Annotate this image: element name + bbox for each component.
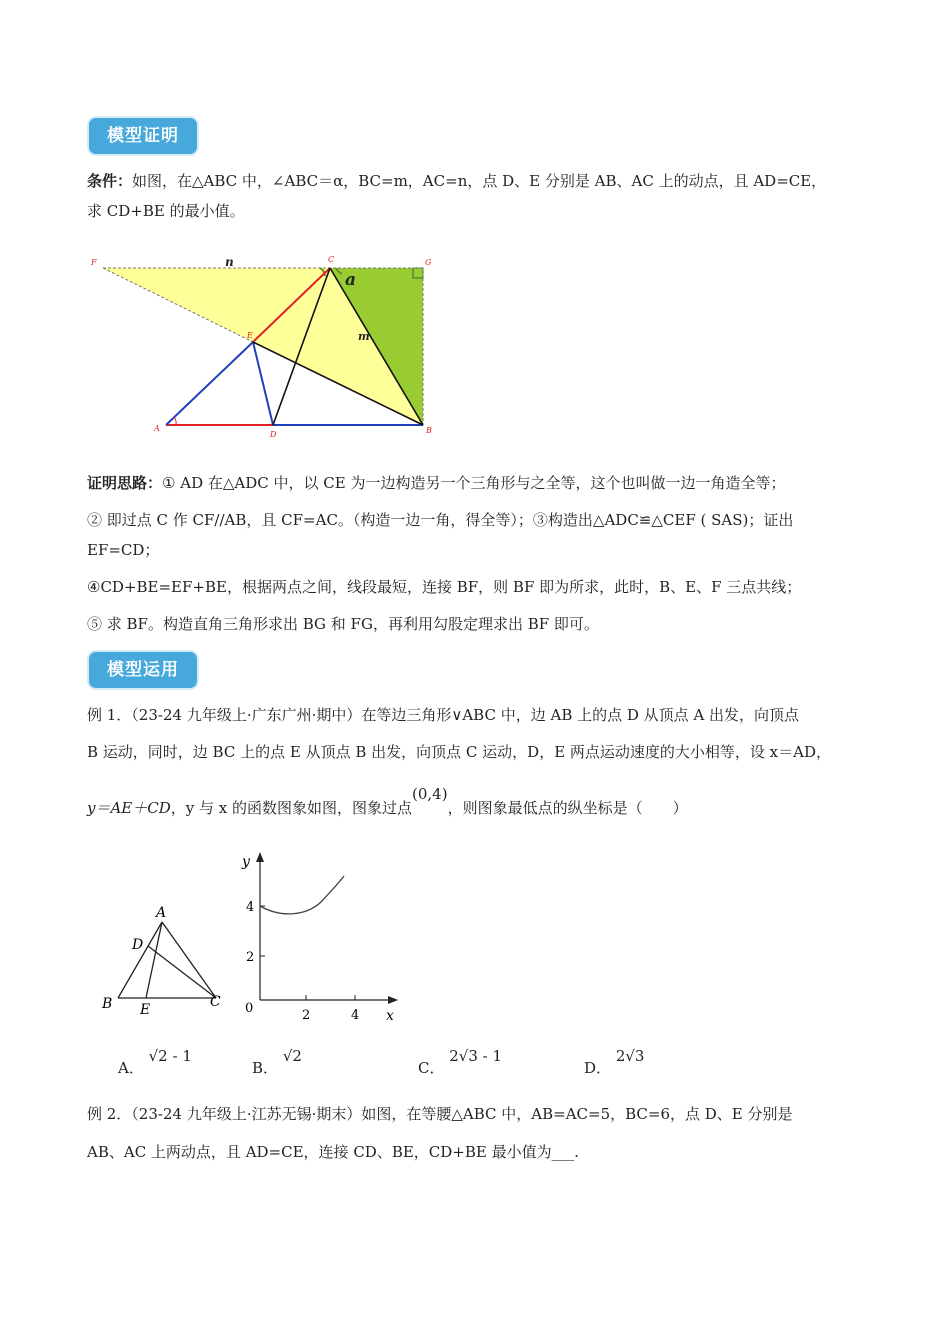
tri-label-A: A	[156, 905, 167, 921]
segment-AE	[166, 342, 253, 425]
proof-line-4: ④CD+BE=EF+BE，根据两点之间，线段最短，连接 BF，则 BF 即为所求，此时，B、E、F 三点共线；	[87, 578, 802, 596]
condition-text-1: 如图，在△ABC 中，∠ABC＝α，BC=m，AC=n，点 D、E 分别是 AB、AC 上的动点，且 AD=CE，	[132, 172, 827, 190]
formula-y: y＝AE＋CD	[87, 799, 171, 817]
x-axis-arrow	[388, 996, 398, 1004]
proof-line-2: ② 即过点 C 作 CF//AB，且 CF=AC。（构造一边一角，得全等）；③构造出△ADC≌△CEF ( SAS)；证出	[87, 511, 794, 529]
equilateral-triangle-figure	[98, 900, 228, 1020]
graph-tick-x4: 4	[351, 1008, 360, 1023]
label-C: C	[328, 255, 335, 264]
example2-line-2: AB、AC 上两动点，且 AD=CE，连接 CD、BE，CD+BE 最小值为___.	[87, 1143, 579, 1161]
section-badge-proof: 模型证明	[89, 118, 197, 154]
example2-line-1: 例 2．（23-24 九年级上·江苏无锡·期末）如图，在等腰△ABC 中，AB=AC=5，BC=6，点 D、E 分别是	[87, 1105, 793, 1123]
tri-label-B: B	[102, 996, 113, 1012]
example1-line-1: 例 1．（23-24 九年级上·广东广州·期中）在等边三角形∨ABC 中，边 AB 上的点 D 从顶点 A 出发，向顶点	[87, 706, 800, 724]
option-C-value: 2√3 - 1	[449, 1047, 503, 1065]
option-B-value: √2	[282, 1047, 302, 1065]
option-C-letter: C．	[418, 1059, 445, 1077]
label-m: m	[358, 330, 370, 343]
option-D-value: 2√3	[615, 1047, 645, 1065]
example1-line-3	[87, 785, 688, 819]
tri-label-E: E	[140, 1002, 151, 1018]
option-D[interactable]	[584, 1047, 645, 1078]
label-n: n	[225, 255, 234, 269]
option-C[interactable]	[418, 1047, 503, 1078]
option-A-value: √2 - 1	[148, 1047, 192, 1065]
side-AC	[162, 922, 216, 998]
function-graph	[236, 850, 406, 1026]
side-AB	[118, 922, 162, 998]
graph-origin: 0	[245, 1001, 254, 1016]
segment-AE	[146, 922, 162, 998]
proof-line-5: ⑤ 求 BF。构造直角三角形求出 BG 和 FG，再利用勾股定理求出 BF 即可。	[87, 615, 599, 633]
graph-tick-4: 4	[246, 900, 255, 915]
option-A[interactable]	[118, 1047, 192, 1078]
condition-label: 条件：	[87, 172, 133, 190]
y-axis-arrow	[256, 852, 264, 862]
proof-line-1	[87, 472, 785, 494]
proof-line-3: EF=CD；	[87, 541, 160, 559]
label-E: E	[247, 331, 253, 340]
proof-label: 证明思路：	[87, 474, 163, 492]
label-alpha: a	[345, 270, 357, 290]
label-B: B	[426, 426, 432, 435]
tri-label-C: C	[210, 994, 221, 1010]
option-B[interactable]	[252, 1047, 302, 1078]
function-curve	[260, 876, 344, 914]
option-B-letter: B．	[252, 1059, 279, 1077]
angle-arc-A	[174, 417, 176, 425]
graph-tick-x2: 2	[302, 1008, 311, 1023]
graph-y-label: y	[242, 854, 250, 870]
label-A: A	[154, 424, 160, 433]
point-04: (0,4)	[412, 785, 448, 803]
label-F: F	[91, 258, 97, 267]
option-D-letter: D．	[584, 1059, 612, 1077]
section-badge-apply: 模型运用	[89, 652, 197, 688]
segment-ED	[253, 342, 273, 425]
graph-x-label: x	[386, 1008, 394, 1024]
tri-label-D: D	[132, 937, 144, 953]
segment-DC	[148, 946, 216, 998]
label-D: D	[270, 430, 277, 439]
condition-line-2: 求 CD+BE 的最小值。	[87, 202, 245, 220]
example1-line-3b: ，y 与 x 的函数图象如图，图象过点	[170, 799, 413, 817]
model-figure	[88, 250, 438, 445]
proof-text-1: ① AD 在△ADC 中，以 CE 为一边构造另一个三角形与之全等，这个也叫做一边一角造全等；	[162, 474, 786, 492]
example1-line-3d: ，则图象最低点的纵坐标是（ ）	[447, 799, 688, 817]
label-G: G	[425, 258, 432, 267]
example1-line-2: B 运动，同时，边 BC 上的点 E 从顶点 B 出发，向顶点 C 运动，D，E 两点运动速度的大小相等，设 x＝AD，	[87, 743, 831, 761]
condition-line-1	[87, 170, 826, 192]
graph-tick-2: 2	[246, 950, 255, 965]
option-A-letter: A．	[118, 1059, 144, 1077]
